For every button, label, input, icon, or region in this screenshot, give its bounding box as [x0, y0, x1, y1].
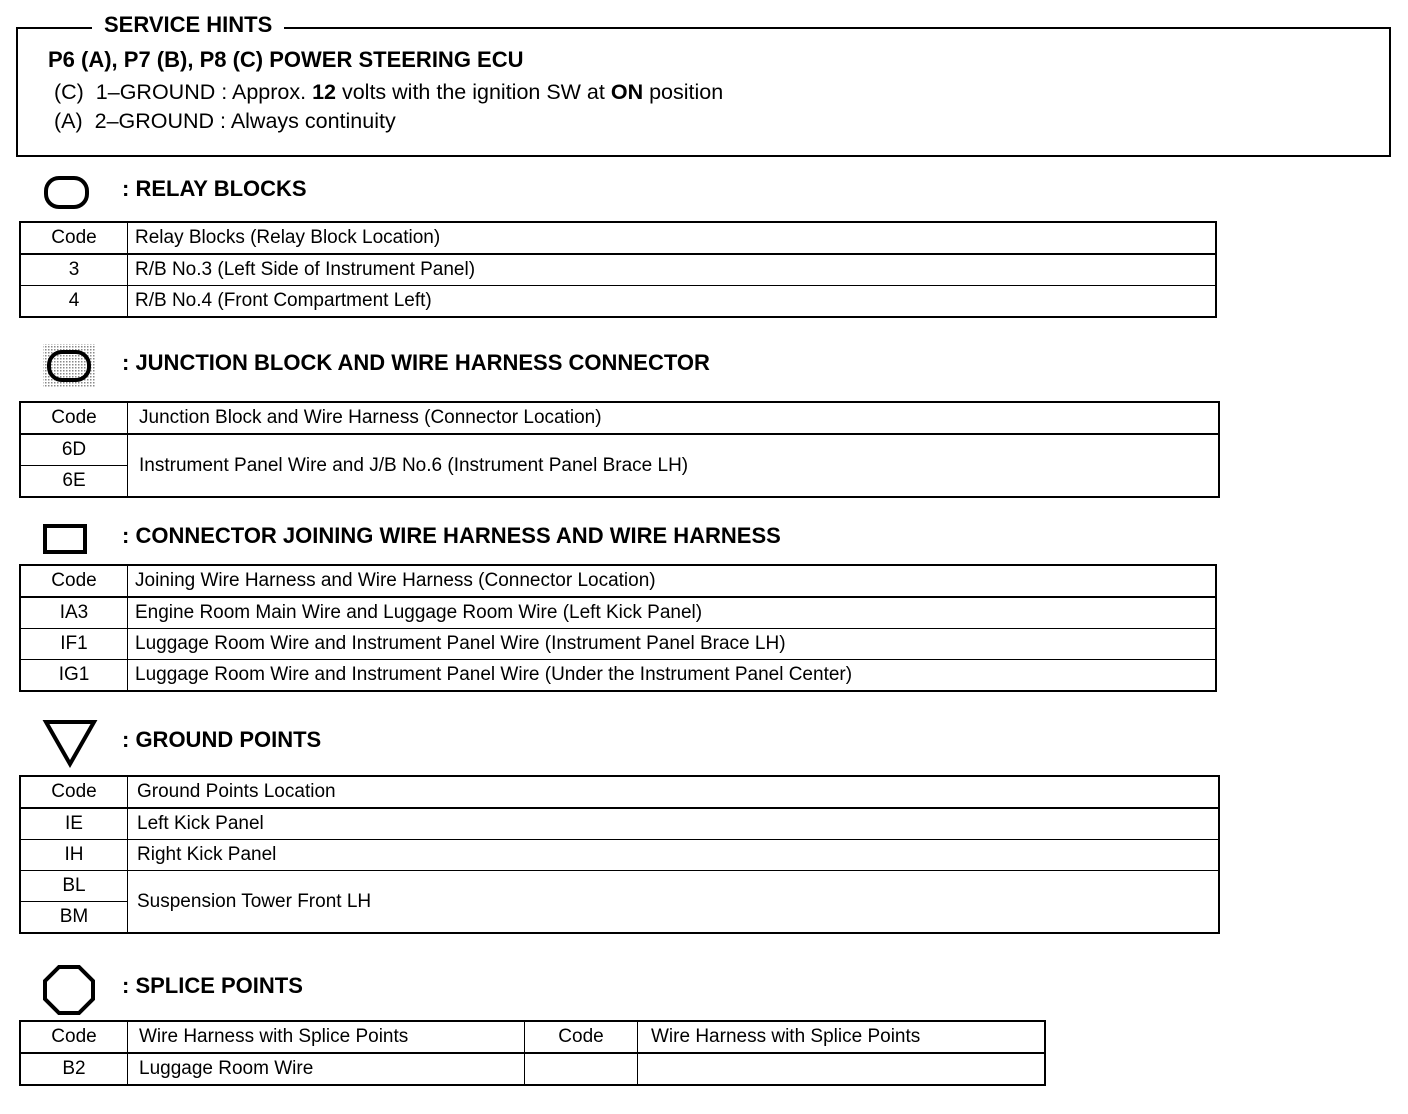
code-cell: IA3: [21, 597, 128, 629]
relay-blocks-table: [20, 222, 1216, 317]
desc-cell: Luggage Room Wire and Instrument Panel Wire (Instrument Panel Brace LH): [128, 629, 1216, 660]
desc-cell: [638, 1053, 1045, 1085]
junction-block-icon: [42, 343, 96, 389]
ground-points-table: [20, 776, 1219, 933]
code-cell: 4: [21, 286, 128, 317]
code-cell: 6D: [21, 434, 128, 466]
table-row: [21, 660, 1216, 691]
splice-points-table: [20, 1021, 1045, 1085]
desc-cell: Left Kick Panel: [128, 808, 1219, 840]
table-header-row: [21, 777, 1219, 809]
hint-text: Always continuity: [230, 109, 396, 133]
code-cell: BM: [21, 902, 128, 933]
table-row: [21, 1053, 1045, 1085]
junction-block-title: : JUNCTION BLOCK AND WIRE HARNESS CONNECTOR: [122, 350, 710, 375]
service-hints-heading: P6 (A), P7 (B), P8 (C) POWER STEERING ECU: [48, 47, 524, 72]
desc-cell: Instrument Panel Wire and J/B No.6 (Instrument Panel Brace LH): [128, 434, 1219, 497]
table-row: [21, 286, 1216, 317]
code-header: Code: [21, 1022, 128, 1054]
desc-header: Ground Points Location: [128, 777, 1219, 809]
ground-triangle-icon: [42, 718, 98, 768]
relay-block-icon: [44, 175, 90, 211]
connectors-title: : CONNECTOR JOINING WIRE HARNESS AND WIRE HARNESS: [122, 523, 781, 548]
code-cell: IE: [21, 808, 128, 840]
connector-icon: [43, 523, 89, 555]
code-cell: [525, 1053, 638, 1085]
table-row: [21, 840, 1219, 871]
hint-pin: (C) 1–GROUND :: [54, 80, 232, 104]
hint-line-1: [54, 80, 723, 105]
relay-blocks-title: : RELAY BLOCKS: [122, 176, 307, 201]
table-row: [21, 434, 1219, 466]
desc-cell: Luggage Room Wire: [128, 1053, 525, 1085]
code-cell: IF1: [21, 629, 128, 660]
table-row: [21, 254, 1216, 286]
desc-cell: Engine Room Main Wire and Luggage Room Wire (Left Kick Panel): [128, 597, 1216, 629]
hint-switch-position: ON: [610, 80, 644, 104]
table-row: [21, 871, 1219, 902]
desc-header: Wire Harness with Splice Points: [638, 1022, 1045, 1054]
code-cell: IG1: [21, 660, 128, 691]
service-hints-title: SERVICE HINTS: [92, 12, 284, 38]
code-header: Code: [21, 777, 128, 809]
hint-line-2: [54, 109, 396, 134]
hint-pin: (A) 2–GROUND :: [54, 109, 231, 133]
code-cell: IH: [21, 840, 128, 871]
desc-cell: R/B No.4 (Front Compartment Left): [128, 286, 1216, 317]
desc-header: Wire Harness with Splice Points: [128, 1022, 525, 1054]
code-cell: 6E: [21, 466, 128, 497]
code-header: Code: [21, 403, 128, 435]
code-header: Code: [525, 1022, 638, 1054]
connectors-table: [20, 565, 1216, 691]
table-header-row: [21, 1022, 1045, 1054]
desc-cell: Right Kick Panel: [128, 840, 1219, 871]
splice-points-title: : SPLICE POINTS: [122, 973, 303, 998]
code-header: Code: [21, 566, 128, 598]
code-cell: 3: [21, 254, 128, 286]
code-cell: BL: [21, 871, 128, 902]
desc-header: Junction Block and Wire Harness (Connector Location): [128, 403, 1219, 435]
table-row: [21, 808, 1219, 840]
table-row: [21, 629, 1216, 660]
hint-text: volts with the ignition SW at: [336, 80, 611, 104]
table-header-row: [21, 566, 1216, 598]
desc-cell: Luggage Room Wire and Instrument Panel Wire (Under the Instrument Panel Center): [128, 660, 1216, 691]
hint-text: Approx.: [232, 80, 313, 104]
junction-block-table: [20, 402, 1219, 497]
hint-voltage: 12: [312, 80, 336, 104]
code-header: Code: [21, 223, 128, 255]
desc-header: Relay Blocks (Relay Block Location): [128, 223, 1216, 255]
desc-header: Joining Wire Harness and Wire Harness (Connector Location): [128, 566, 1216, 598]
table-row: [21, 597, 1216, 629]
code-cell: B2: [21, 1053, 128, 1085]
table-header-row: [21, 403, 1219, 435]
desc-cell: R/B No.3 (Left Side of Instrument Panel): [128, 254, 1216, 286]
splice-octagon-icon: [42, 964, 96, 1016]
table-header-row: [21, 223, 1216, 255]
hint-text: position: [643, 80, 724, 104]
desc-cell: Suspension Tower Front LH: [128, 871, 1219, 933]
ground-points-title: : GROUND POINTS: [122, 727, 322, 752]
